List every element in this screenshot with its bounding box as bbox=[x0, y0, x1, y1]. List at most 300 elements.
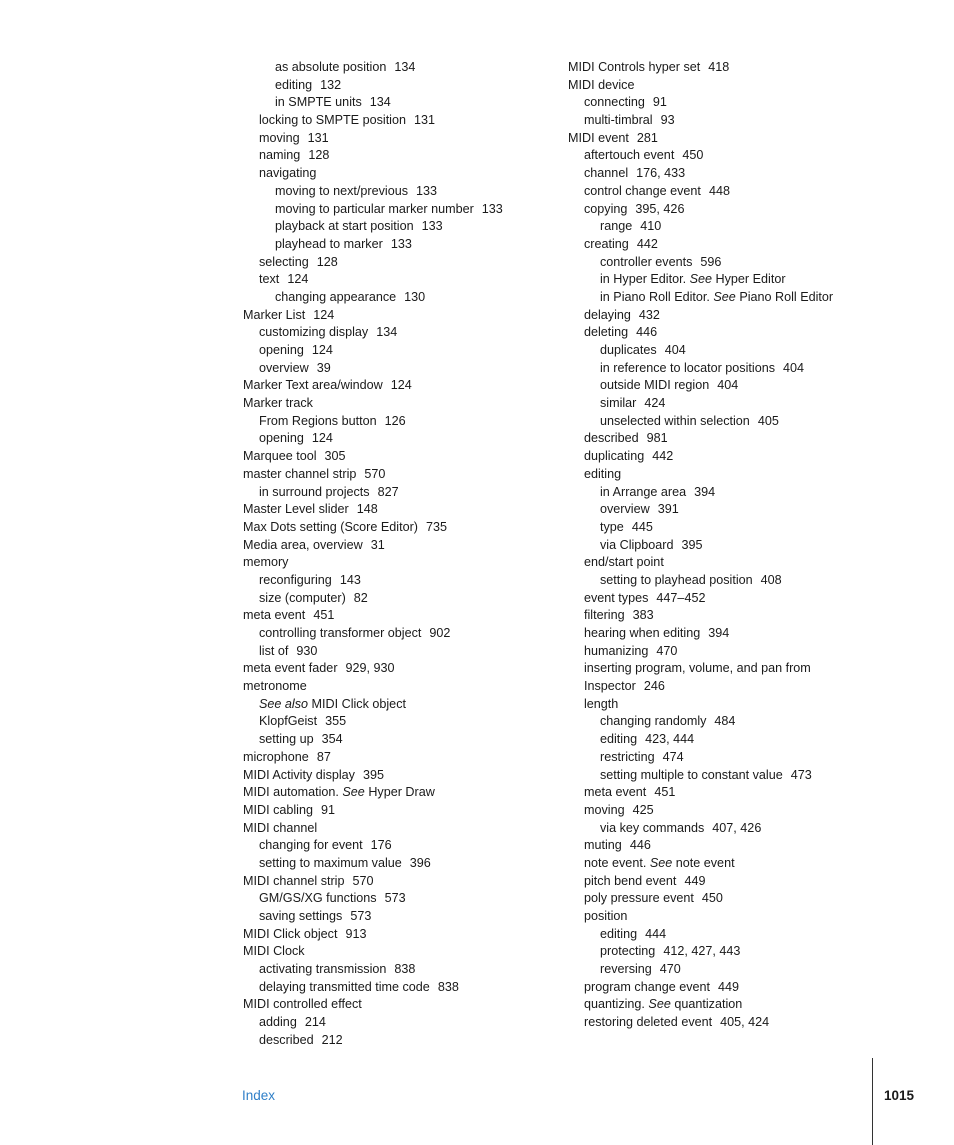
index-entry bbox=[568, 324, 868, 342]
index-entry bbox=[568, 572, 868, 590]
page-reference: 410 bbox=[640, 219, 662, 234]
index-entry bbox=[568, 413, 868, 431]
index-term: position bbox=[584, 909, 628, 923]
index-term: Marker List bbox=[243, 307, 306, 322]
page-reference: 407, 426 bbox=[712, 820, 762, 835]
page-reference: 424 bbox=[644, 396, 666, 411]
index-entry bbox=[243, 466, 573, 484]
index-entry bbox=[243, 873, 573, 891]
index-entry bbox=[568, 130, 868, 148]
page-reference: 448 bbox=[708, 183, 730, 198]
index-term: navigating bbox=[259, 166, 317, 181]
page-reference: 447–452 bbox=[656, 590, 706, 605]
page-reference: 124 bbox=[311, 343, 333, 357]
index-term: pitch bend event bbox=[584, 873, 677, 888]
page-reference: 134 bbox=[394, 60, 416, 74]
index-term: setting to maximum value bbox=[259, 855, 402, 870]
index-entry bbox=[568, 448, 868, 466]
index-entry bbox=[568, 731, 868, 749]
index-term: in Hyper Editor. bbox=[600, 272, 690, 287]
page-reference: 596 bbox=[700, 254, 722, 269]
index-entry bbox=[243, 855, 573, 873]
index-term: program change event bbox=[584, 979, 711, 994]
index-term: moving to particular marker number bbox=[275, 201, 474, 216]
index-entry bbox=[243, 183, 573, 201]
index-term: meta event bbox=[243, 608, 306, 623]
page-reference: 394 bbox=[708, 626, 730, 640]
page-reference: 432 bbox=[638, 307, 660, 322]
index-term: quantizing. bbox=[584, 997, 649, 1012]
index-term: editing bbox=[600, 732, 638, 747]
page-reference: 445 bbox=[631, 519, 653, 534]
index-entry bbox=[568, 360, 868, 378]
index-entry bbox=[568, 537, 868, 555]
index-entry bbox=[568, 625, 868, 643]
index-entry bbox=[568, 926, 868, 944]
index-entry bbox=[243, 94, 573, 112]
index-term: MIDI Clock bbox=[243, 944, 305, 959]
index-entry bbox=[243, 218, 573, 236]
index-entry bbox=[568, 307, 868, 325]
index-entry bbox=[568, 802, 868, 820]
page-reference: 573 bbox=[350, 909, 372, 923]
index-entry bbox=[568, 112, 868, 130]
index-term: inserting program, volume, and pan from bbox=[584, 661, 811, 676]
index-entry bbox=[568, 501, 868, 519]
page-reference: 133 bbox=[421, 219, 443, 234]
page-reference: 573 bbox=[384, 891, 406, 906]
index-term: controlling transformer object bbox=[259, 626, 422, 640]
index-entry bbox=[568, 59, 868, 77]
page-reference: 93 bbox=[660, 113, 675, 128]
index-entry bbox=[568, 979, 868, 997]
index-term: event types bbox=[584, 590, 649, 605]
index-entry bbox=[243, 236, 573, 254]
index-term: playback at start position bbox=[275, 219, 414, 234]
page-reference: 405 bbox=[757, 413, 779, 428]
index-term: MIDI Controls hyper set bbox=[568, 60, 701, 74]
page-reference: 133 bbox=[481, 201, 503, 216]
page-reference: 408 bbox=[760, 572, 782, 587]
index-entry bbox=[243, 607, 573, 625]
page-reference: 395 bbox=[362, 767, 384, 782]
index-entry bbox=[568, 678, 868, 696]
see-reference: See also bbox=[259, 696, 309, 711]
index-entry bbox=[243, 996, 573, 1014]
index-entry bbox=[568, 201, 868, 219]
index-term: Marker Text area/window bbox=[243, 378, 383, 393]
index-term: Marker track bbox=[243, 396, 313, 411]
page-reference: 474 bbox=[662, 749, 684, 764]
index-entry bbox=[243, 501, 573, 519]
index-term: microphone bbox=[243, 749, 309, 764]
index-term: Inspector bbox=[584, 679, 636, 694]
index-term: list of bbox=[259, 643, 289, 658]
index-term: duplicating bbox=[584, 449, 645, 464]
index-term: similar bbox=[600, 396, 637, 411]
index-term: GM/GS/XG functions bbox=[259, 891, 377, 906]
index-entry bbox=[568, 271, 868, 289]
index-term: MIDI automation. bbox=[243, 785, 343, 800]
page-reference: 176, 433 bbox=[636, 166, 686, 181]
index-term: controller events bbox=[600, 254, 693, 269]
index-entry bbox=[568, 1014, 868, 1032]
index-term: aftertouch event bbox=[584, 148, 675, 163]
index-term: reversing bbox=[600, 962, 652, 977]
see-reference: See bbox=[342, 785, 365, 800]
see-reference: See bbox=[649, 855, 673, 870]
page-reference: 383 bbox=[632, 608, 654, 623]
page-reference: 354 bbox=[321, 732, 343, 747]
index-term: saving settings bbox=[259, 909, 343, 923]
index-term: overview bbox=[600, 502, 650, 517]
page-reference: 470 bbox=[659, 962, 681, 977]
index-entry bbox=[243, 165, 573, 183]
index-entry bbox=[243, 377, 573, 395]
index-term: restoring deleted event bbox=[584, 1015, 713, 1030]
index-entry bbox=[568, 996, 868, 1014]
page-reference: 451 bbox=[654, 785, 676, 800]
index-entry bbox=[243, 324, 573, 342]
index-entry bbox=[568, 820, 868, 838]
index-term: in surround projects bbox=[259, 484, 370, 499]
index-entry bbox=[243, 342, 573, 360]
index-entry bbox=[243, 979, 573, 997]
index-term: MIDI event bbox=[568, 130, 629, 145]
see-target: Piano Roll Editor bbox=[735, 289, 834, 304]
index-term: copying bbox=[584, 201, 628, 216]
page-reference: 913 bbox=[345, 926, 367, 941]
index-entry bbox=[568, 784, 868, 802]
index-column-left bbox=[243, 59, 573, 1050]
index-entry bbox=[568, 660, 868, 678]
see-target: quantization bbox=[670, 997, 743, 1012]
index-entry bbox=[568, 837, 868, 855]
index-term: poly pressure event bbox=[584, 891, 694, 906]
index-term: multi-timbral bbox=[584, 113, 653, 128]
index-term: moving to next/previous bbox=[275, 183, 409, 198]
page-reference: 449 bbox=[718, 979, 740, 994]
page-reference: 124 bbox=[390, 378, 412, 393]
page-reference: 902 bbox=[429, 626, 451, 640]
index-entry bbox=[243, 519, 573, 537]
page-reference: 827 bbox=[377, 484, 399, 499]
index-term: protecting bbox=[600, 944, 656, 959]
page-reference: 570 bbox=[364, 466, 386, 481]
page-reference: 450 bbox=[682, 148, 704, 163]
index-term: metronome bbox=[243, 679, 307, 694]
index-column-right bbox=[568, 59, 868, 1032]
index-term: control change event bbox=[584, 183, 701, 198]
index-entry bbox=[243, 395, 573, 413]
page-reference: 394 bbox=[694, 484, 716, 499]
index-entry bbox=[243, 1032, 573, 1050]
index-term: selecting bbox=[259, 254, 309, 269]
page-reference: 82 bbox=[353, 590, 368, 605]
index-entry bbox=[568, 767, 868, 785]
index-term: editing bbox=[584, 466, 622, 481]
index-entry bbox=[243, 643, 573, 661]
index-entry bbox=[243, 926, 573, 944]
page-reference: 133 bbox=[416, 183, 438, 198]
index-term: reconfiguring bbox=[259, 572, 332, 587]
page-reference: 396 bbox=[409, 855, 431, 870]
page-reference: 130 bbox=[404, 289, 426, 304]
index-term: in SMPTE units bbox=[275, 95, 362, 110]
page-reference: 981 bbox=[646, 431, 668, 446]
index-entry bbox=[568, 590, 868, 608]
index-term: From Regions button bbox=[259, 413, 377, 428]
page-reference: 391 bbox=[657, 502, 679, 517]
index-term: humanizing bbox=[584, 643, 649, 658]
index-entry bbox=[243, 147, 573, 165]
index-term: MIDI cabling bbox=[243, 802, 313, 817]
index-term: muting bbox=[584, 838, 622, 853]
index-entry bbox=[243, 802, 573, 820]
index-term: filtering bbox=[584, 608, 625, 623]
index-term: moving bbox=[584, 802, 625, 817]
see-reference: See bbox=[713, 289, 736, 304]
index-term: Marquee tool bbox=[243, 449, 317, 464]
index-term: opening bbox=[259, 343, 304, 357]
page-reference: 128 bbox=[308, 148, 330, 163]
index-term: described bbox=[259, 1032, 314, 1047]
index-term: described bbox=[584, 431, 639, 446]
index-entry bbox=[243, 731, 573, 749]
index-entry bbox=[243, 625, 573, 643]
index-term: hearing when editing bbox=[584, 626, 701, 640]
page-reference: 446 bbox=[629, 838, 651, 853]
index-term: range bbox=[600, 219, 633, 234]
index-term: meta event bbox=[584, 785, 647, 800]
index-term: MIDI Click object bbox=[243, 926, 338, 941]
page-reference: 91 bbox=[321, 802, 336, 817]
page-reference: 214 bbox=[304, 1015, 326, 1030]
index-entry bbox=[568, 218, 868, 236]
index-entry bbox=[568, 961, 868, 979]
index-term: setting to playhead position bbox=[600, 572, 753, 587]
index-term: naming bbox=[259, 148, 301, 163]
index-entry bbox=[568, 855, 868, 873]
index-entry bbox=[568, 607, 868, 625]
page-reference: 449 bbox=[684, 873, 706, 888]
index-term: in Arrange area bbox=[600, 484, 687, 499]
index-entry bbox=[568, 236, 868, 254]
page-reference: 246 bbox=[643, 679, 665, 694]
index-entry bbox=[568, 147, 868, 165]
index-term: KlopfGeist bbox=[259, 714, 318, 729]
index-term: playhead to marker bbox=[275, 236, 383, 251]
page-reference: 134 bbox=[369, 95, 391, 110]
page-reference: 570 bbox=[352, 873, 374, 888]
page-reference: 442 bbox=[652, 449, 674, 464]
page-reference: 133 bbox=[390, 236, 412, 251]
index-term: in reference to locator positions bbox=[600, 360, 776, 375]
index-entry bbox=[243, 943, 573, 961]
index-entry bbox=[243, 749, 573, 767]
index-entry bbox=[568, 890, 868, 908]
index-term: delaying bbox=[584, 307, 631, 322]
index-term: connecting bbox=[584, 95, 645, 110]
index-term: outside MIDI region bbox=[600, 378, 710, 393]
index-entry bbox=[568, 254, 868, 272]
page-reference: 470 bbox=[656, 643, 678, 658]
index-term: memory bbox=[243, 555, 289, 570]
page-reference: 305 bbox=[324, 449, 346, 464]
index-entry bbox=[243, 484, 573, 502]
page-reference: 395, 426 bbox=[635, 201, 685, 216]
page-reference: 484 bbox=[714, 714, 736, 729]
index-term: locking to SMPTE position bbox=[259, 113, 406, 128]
index-entry bbox=[243, 713, 573, 731]
index-entry bbox=[243, 572, 573, 590]
index-entry bbox=[568, 183, 868, 201]
index-entry bbox=[243, 590, 573, 608]
page-reference: 128 bbox=[316, 254, 338, 269]
index-entry bbox=[243, 767, 573, 785]
index-term: master channel strip bbox=[243, 466, 357, 481]
page-reference: 929, 930 bbox=[345, 661, 395, 676]
index-term: changing for event bbox=[259, 838, 363, 853]
index-term: end/start point bbox=[584, 555, 664, 570]
index-term: as absolute position bbox=[275, 60, 387, 74]
page-reference: 444 bbox=[645, 926, 667, 941]
index-entry bbox=[243, 59, 573, 77]
index-entry bbox=[243, 254, 573, 272]
page-reference: 838 bbox=[394, 962, 416, 977]
page-reference: 124 bbox=[313, 307, 335, 322]
index-term: editing bbox=[275, 77, 313, 92]
page-reference: 395 bbox=[681, 537, 703, 552]
index-entry bbox=[243, 413, 573, 431]
index-entry bbox=[243, 678, 573, 696]
index-entry bbox=[243, 1014, 573, 1032]
index-term: type bbox=[600, 519, 624, 534]
page-reference: 124 bbox=[287, 272, 309, 287]
page-reference: 212 bbox=[321, 1032, 343, 1047]
index-term: Master Level slider bbox=[243, 502, 349, 517]
index-entry bbox=[243, 837, 573, 855]
page-reference: 131 bbox=[414, 113, 436, 128]
index-term: via key commands bbox=[600, 820, 705, 835]
index-term: changing appearance bbox=[275, 289, 397, 304]
index-term: MIDI Activity display bbox=[243, 767, 355, 782]
index-entry bbox=[243, 130, 573, 148]
page-reference: 87 bbox=[316, 749, 331, 764]
see-target: MIDI Click object bbox=[308, 696, 406, 711]
index-entry bbox=[568, 554, 868, 572]
index-entry bbox=[568, 943, 868, 961]
index-term: MIDI channel bbox=[243, 820, 318, 835]
see-reference: See bbox=[648, 997, 671, 1012]
index-term: in Piano Roll Editor. bbox=[600, 289, 714, 304]
index-term: Media area, overview bbox=[243, 537, 363, 552]
page-reference: 124 bbox=[311, 431, 333, 446]
index-entry bbox=[243, 820, 573, 838]
index-entry bbox=[243, 554, 573, 572]
index-term: channel bbox=[584, 166, 629, 181]
page-reference: 176 bbox=[370, 838, 392, 853]
index-term: overview bbox=[259, 360, 309, 375]
index-term: customizing display bbox=[259, 325, 369, 340]
index-entry bbox=[243, 696, 573, 714]
index-entry bbox=[243, 784, 573, 802]
index-term: editing bbox=[600, 926, 638, 941]
index-term: size (computer) bbox=[259, 590, 346, 605]
footer-section-label: Index bbox=[242, 1088, 276, 1103]
index-term: length bbox=[584, 696, 619, 711]
index-entry bbox=[568, 873, 868, 891]
index-term: MIDI device bbox=[568, 77, 635, 92]
page-reference: 39 bbox=[316, 360, 331, 375]
index-term: restricting bbox=[600, 749, 655, 764]
index-entry bbox=[568, 484, 868, 502]
page-reference: 838 bbox=[437, 979, 459, 994]
index-entry bbox=[243, 201, 573, 219]
index-entry bbox=[243, 660, 573, 678]
page-reference: 134 bbox=[376, 325, 398, 340]
page-reference: 31 bbox=[370, 537, 385, 552]
page-reference: 418 bbox=[708, 60, 730, 74]
page-reference: 473 bbox=[790, 767, 812, 782]
page-reference: 405, 424 bbox=[720, 1015, 770, 1030]
index-entry bbox=[568, 430, 868, 448]
index-term: MIDI channel strip bbox=[243, 873, 345, 888]
page-reference: 442 bbox=[636, 236, 658, 251]
index-term: MIDI controlled effect bbox=[243, 997, 362, 1012]
index-term: moving bbox=[259, 130, 300, 145]
index-entry bbox=[568, 643, 868, 661]
page-reference: 143 bbox=[339, 572, 361, 587]
index-entry bbox=[568, 165, 868, 183]
index-term: via Clipboard bbox=[600, 537, 674, 552]
index-entry bbox=[568, 519, 868, 537]
index-term: note event. bbox=[584, 855, 650, 870]
index-entry bbox=[568, 77, 868, 95]
page-reference: 281 bbox=[636, 130, 658, 145]
index-entry bbox=[568, 377, 868, 395]
index-term: deleting bbox=[584, 325, 629, 340]
see-target: Hyper Editor bbox=[712, 272, 786, 287]
index-entry bbox=[243, 430, 573, 448]
index-entry bbox=[243, 77, 573, 95]
index-entry bbox=[568, 749, 868, 767]
page-number: 1015 bbox=[884, 1088, 915, 1103]
index-entry bbox=[568, 94, 868, 112]
index-term: meta event fader bbox=[243, 661, 338, 676]
index-entry bbox=[243, 271, 573, 289]
footer-divider bbox=[872, 1058, 873, 1145]
index-entry bbox=[568, 696, 868, 714]
index-entry bbox=[243, 307, 573, 325]
page-reference: 735 bbox=[425, 519, 447, 534]
index-term: opening bbox=[259, 431, 304, 446]
page-reference: 126 bbox=[384, 413, 406, 428]
page-reference: 148 bbox=[356, 502, 378, 517]
index-entry bbox=[568, 908, 868, 926]
page-reference: 91 bbox=[652, 95, 667, 110]
index-entry bbox=[568, 466, 868, 484]
see-reference: See bbox=[689, 272, 713, 287]
page-reference: 425 bbox=[632, 802, 654, 817]
index-term: Max Dots setting (Score Editor) bbox=[243, 519, 418, 534]
index-term: creating bbox=[584, 236, 629, 251]
page-reference: 132 bbox=[320, 77, 342, 92]
see-target: Hyper Draw bbox=[364, 785, 435, 800]
page-reference: 450 bbox=[701, 891, 723, 906]
page-reference: 404 bbox=[783, 360, 805, 375]
index-entry bbox=[243, 360, 573, 378]
